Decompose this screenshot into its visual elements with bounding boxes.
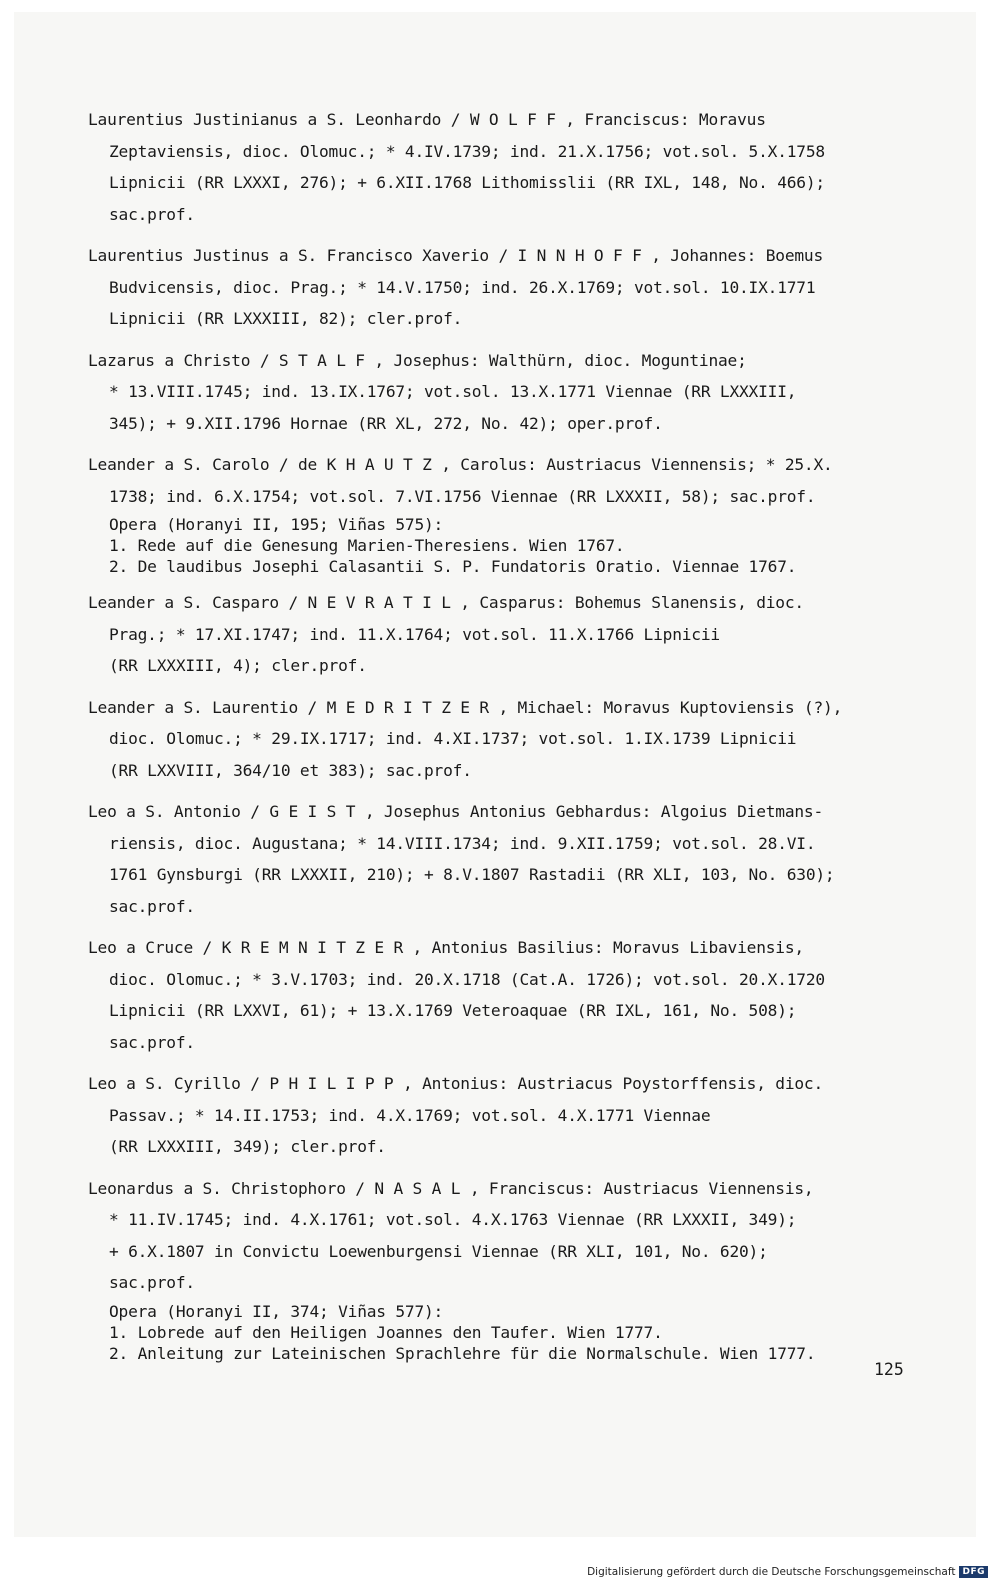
footer-text: Digitalisierung gefördert durch die Deutsche Forschungsgemeinschaft [587, 1566, 956, 1578]
opera-item: 1. Rede auf die Genesung Marien-Theresiens. Wien 1767. [109, 536, 625, 555]
entry-text-line: dioc. Olomuc.; * 3.V.1703; ind. 20.X.1718 (Cat.A. 1726); vot.sol. 20.X.1720 [109, 969, 825, 989]
entry-text-line: (RR LXXXIII, 349); cler.prof. [109, 1137, 386, 1156]
page-sheet [14, 12, 976, 1537]
entry-heading-line: Leander a S. Laurentio / M E D R I T Z E R , Michael: Moravus Kuptoviensis (?), [88, 697, 843, 717]
opera-heading: Opera (Horanyi II, 195; Viñas 575): [109, 515, 444, 534]
catalog-entry [88, 796, 888, 922]
entry-heading-line: Laurentius Justinianus a S. Leonhardo / W O L F F , Franciscus: Moravus [88, 110, 766, 129]
catalog-entry [88, 240, 888, 335]
footer-credit [587, 1564, 988, 1580]
entry-text-line: sac.prof. [109, 204, 195, 224]
catalog-entry [88, 104, 888, 230]
opera-item: 1. Lobrede auf den Heiligen Joannes den Taufer. Wien 1777. [109, 1322, 663, 1342]
entry-heading-line: Leander a S. Casparo / N E V R A T I L , Casparus: Bohemus Slanensis, dioc. [88, 593, 804, 612]
dfg-logo: DFG [959, 1566, 988, 1578]
entry-text-line: * 11.IV.1745; ind. 4.X.1761; vot.sol. 4.X.1763 Viennae (RR LXXXII, 349); [109, 1210, 797, 1229]
entry-text-line: Lipnicii (RR LXXXIII, 82); cler.prof. [109, 309, 463, 328]
catalog-entry [88, 449, 888, 577]
entry-heading-line: Leo a Cruce / K R E M N I T Z E R , Antonius Basilius: Moravus Libaviensis, [88, 938, 804, 957]
catalog-entry [88, 345, 888, 440]
entry-text-line: Lipnicii (RR LXXXI, 276); + 6.XII.1768 Lithomisslii (RR IXL, 148, No. 466); [109, 173, 825, 192]
entry-heading-line: Leo a S. Antonio / G E I S T , Josephus Antonius Gebhardus: Algoius Dietmans- [88, 802, 824, 821]
entry-heading-line: Leander a S. Carolo / de K H A U T Z , Carolus: Austriacus Viennensis; * 25.X. [88, 455, 833, 474]
entry-text-line: sac.prof. [109, 896, 195, 916]
entry-text-line: dioc. Olomuc.; * 29.IX.1717; ind. 4.XI.1737; vot.sol. 1.IX.1739 Lipnicii [109, 729, 797, 748]
entry-text-line: Prag.; * 17.XI.1747; ind. 11.X.1764; vot.sol. 11.X.1766 Lipnicii [109, 624, 720, 644]
entry-text-line: 1761 Gynsburgi (RR LXXXII, 210); + 8.V.1807 Rastadii (RR XLI, 103, No. 630); [109, 865, 835, 884]
page-number: 125 [874, 1360, 904, 1379]
entry-heading-line: Lazarus a Christo / S T A L F , Josephus: Walthürn, dioc. Moguntinae; [88, 350, 747, 370]
entry-text-line: Budvicensis, dioc. Prag.; * 14.V.1750; ind. 26.X.1769; vot.sol. 10.IX.1771 [109, 277, 816, 297]
catalog-entry [88, 1068, 888, 1163]
entry-heading-line: Leonardus a S. Christophoro / N A S A L , Franciscus: Austriacus Viennensis, [88, 1178, 814, 1198]
entry-text-line: Lipnicii (RR LXXVI, 61); + 13.X.1769 Veteroaquae (RR IXL, 161, No. 508); [109, 1001, 797, 1020]
entry-text-line: sac.prof. [109, 1032, 195, 1052]
entry-text-line: riensis, dioc. Augustana; * 14.VIII.1734; ind. 9.XII.1759; vot.sol. 28.VI. [109, 833, 816, 853]
opera-item: 2. De laudibus Josephi Calasantii S. P. Fundatoris Oratio. Viennae 1767. [109, 557, 797, 576]
catalog-entry [88, 587, 888, 682]
entry-text-line: Zeptaviensis, dioc. Olomuc.; * 4.IV.1739; ind. 21.X.1756; vot.sol. 5.X.1758 [109, 141, 825, 161]
entry-text-line: + 6.X.1807 in Convictu Loewenburgensi Viennae (RR XLI, 101, No. 620); [109, 1241, 768, 1261]
entry-text-line: 1738; ind. 6.X.1754; vot.sol. 7.VI.1756 Viennae (RR LXXXII, 58); sac.prof. [109, 486, 816, 506]
entry-text-line: (RR LXXXIII, 4); cler.prof. [109, 656, 367, 675]
catalog-entry [88, 932, 888, 1058]
opera-item: 2. Anleitung zur Lateinischen Sprachlehre für die Normalschule. Wien 1777. [109, 1343, 816, 1363]
entry-heading-line: Laurentius Justinus a S. Francisco Xaverio / I N N H O F F , Johannes: Boemus [88, 246, 824, 265]
entry-heading-line: Leo a S. Cyrillo / P H I L I P P , Antonius: Austriacus Poystorffensis, dioc. [88, 1074, 824, 1093]
opera-heading: Opera (Horanyi II, 374; Viñas 577): [109, 1301, 444, 1321]
entry-text-line: * 13.VIII.1745; ind. 13.IX.1767; vot.sol. 13.X.1771 Viennae (RR LXXXIII, [109, 382, 797, 401]
entry-text-line: 345); + 9.XII.1796 Hornae (RR XL, 272, No. 42); oper.prof. [109, 413, 663, 433]
entry-text-line: Passav.; * 14.II.1753; ind. 4.X.1769; vot.sol. 4.X.1771 Viennae [109, 1105, 711, 1125]
entry-text-line: sac.prof. [109, 1273, 195, 1292]
document-body [88, 104, 888, 1374]
entry-text-line: (RR LXXVIII, 364/10 et 383); sac.prof. [109, 760, 472, 780]
catalog-entry [88, 1173, 888, 1364]
catalog-entry [88, 692, 888, 787]
